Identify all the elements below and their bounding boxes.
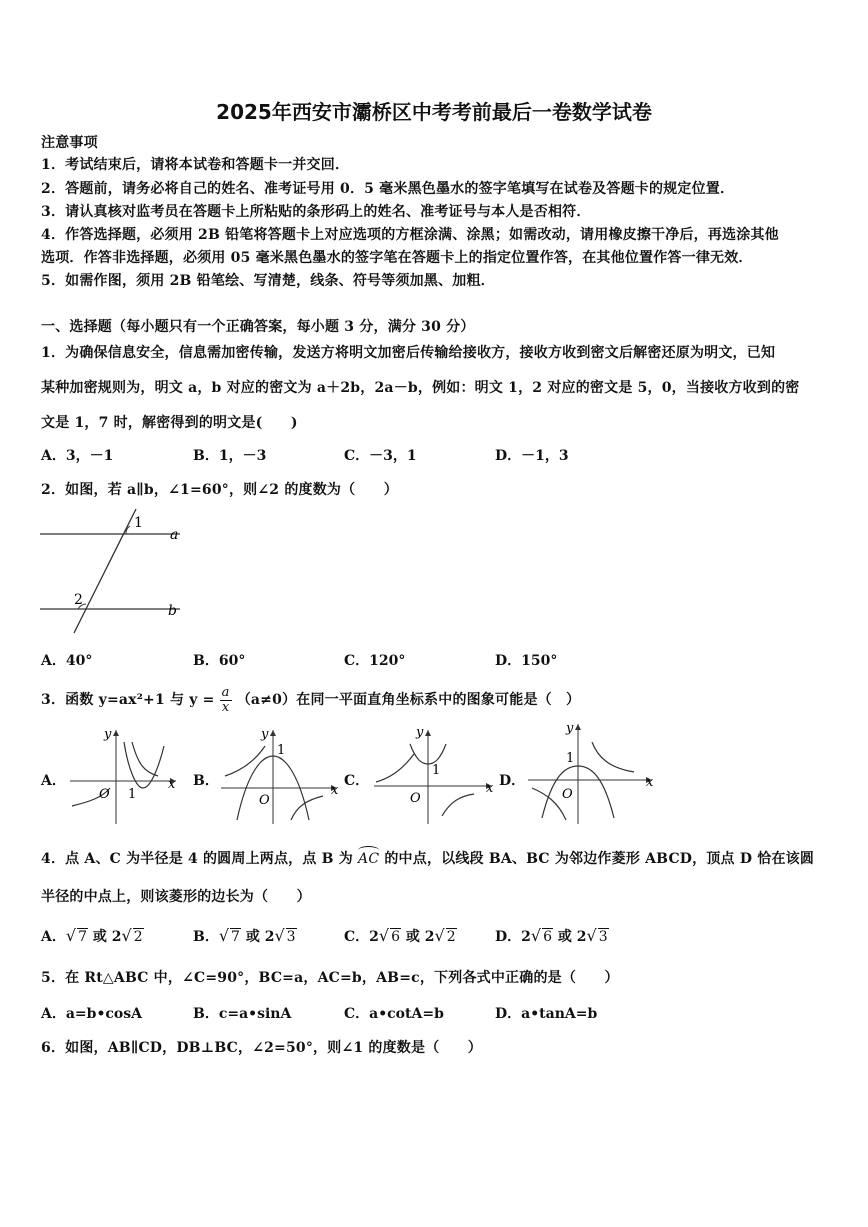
q1-option-b: B．1，－3 <box>193 448 267 464</box>
notice-item: 1．考试结束后，请将本试卷和答题卡一并交回． <box>41 157 350 173</box>
q4-stem-line2: 半径的中点上，则该菱形的边长为（ ） <box>41 889 311 905</box>
q1-option-a: A．3，－1 <box>41 448 114 464</box>
q1-stem-line: 1．为确保信息安全，信息需加密传输，发送方将明文加密后传输给接收方，接收方收到密文后解密还原为明文，已知 <box>41 345 776 361</box>
radicand: 2 <box>446 929 456 945</box>
q1-option-c: C．－3，1 <box>344 448 417 464</box>
y-axis-label: y <box>261 727 269 742</box>
radicand: 2 <box>133 929 143 945</box>
x-axis-label: x <box>486 781 494 796</box>
q3-stem-pre: 3．函数 y=ax²+1 与 y = <box>41 692 215 708</box>
option-mid-text: 或 2 <box>88 929 122 945</box>
q4-option-d: D．2√ 6 或 2√ 3 <box>495 926 608 945</box>
y-axis-label: y <box>566 721 574 736</box>
q4-stem-line1 <box>41 848 814 868</box>
q3-graph-b <box>217 724 347 828</box>
tick-one-label: 1 <box>566 751 575 766</box>
y-axis-label: y <box>416 725 424 740</box>
option-letter: B． <box>193 929 219 945</box>
q5-stem: 5．在 Rt△ABC 中，∠C=90°，BC=a，AC=b，AB=c，下列各式中正确的是（ ） <box>41 970 619 986</box>
q1-option-d: D．－1，3 <box>495 448 569 464</box>
q3-graph-a <box>66 724 186 828</box>
notice-item: 5．如需作图，须用 2B 铅笔绘、写清楚，线条、符号等须加黑、加粗． <box>41 273 495 289</box>
q3-option-d: D． <box>499 773 526 789</box>
q1-stem-line: 某种加密规则为，明文 a，b 对应的密文为 a＋2b，2a－b，例如：明文 1，2 对应的密文是 5，0，当接收方收到的密 <box>41 380 800 396</box>
section-heading: 一、选择题（每小题只有一个正确答案，每小题 3 分，满分 30 分） <box>41 319 475 335</box>
origin-label: O <box>562 787 573 802</box>
arc-ac-symbol: AC <box>358 848 379 867</box>
line-b-label: b <box>168 603 177 619</box>
angle1-label: 1 <box>134 515 143 531</box>
y-axis-label: y <box>104 727 112 742</box>
radicand: 3 <box>286 929 296 945</box>
q3-option-c: C． <box>344 773 370 789</box>
q6-stem: 6．如图，AB∥CD，DB⊥BC，∠2=50°，则∠1 的度数是（ ） <box>41 1040 483 1056</box>
radicand: 7 <box>78 929 87 945</box>
option-letter: C．2 <box>344 929 379 945</box>
fraction <box>220 686 232 715</box>
transversal-line <box>74 509 136 633</box>
option-mid-text: 或 2 <box>401 929 435 945</box>
q5-option-d: D．a•tanA=b <box>495 1006 598 1022</box>
q5-option-c: C．a•cotA=b <box>344 1006 444 1022</box>
fraction-numerator: a <box>221 684 230 700</box>
notice-item: 2．答题前，请务必将自己的姓名、准考证号用 0．5 毫米黑色墨水的签字笔填写在试卷及答题卡的规定位置． <box>41 181 735 197</box>
notice-item: 4．作答选择题，必须用 2B 铅笔将答题卡上对应选项的方框涂满、涂黑；如需改动，请用橡皮擦干净后，再选涂其他 <box>41 227 779 243</box>
radicand: 7 <box>231 929 240 945</box>
q2-option-d: D．150° <box>495 653 558 669</box>
q2-parallel-lines-figure <box>38 505 188 635</box>
line-a-label: a <box>170 527 179 543</box>
radicand: 3 <box>598 929 608 945</box>
q3-stem-post: （a≠0）在同一平面直角坐标系中的图象可能是（ ） <box>236 692 581 708</box>
q3-option-a: A． <box>41 773 66 789</box>
q4-stem-pre: 4．点 A、C 为半径是 4 的圆周上两点，点 B 为 <box>41 851 353 867</box>
x-axis-label: x <box>331 783 339 798</box>
notice-item: 3．请认真核对监考员在答题卡上所粘贴的条形码上的姓名、准考证号与本人是否相符． <box>41 204 591 220</box>
x-axis-label: x <box>168 777 176 792</box>
option-letter: A． <box>41 929 66 945</box>
tick-one-label: 1 <box>128 787 137 802</box>
radicand: 6 <box>543 929 553 945</box>
origin-label: O <box>259 793 270 808</box>
tick-one-label: 1 <box>277 743 286 758</box>
exam-title: 2025年西安市灞桥区中考考前最后一卷数学试卷 <box>216 100 652 124</box>
angle2-label: 2 <box>74 592 83 608</box>
q2-option-c: C．120° <box>344 653 406 669</box>
q4-option-b: B．√ 7 或 2√ 3 <box>193 926 296 945</box>
tick-one-label: 1 <box>432 763 441 778</box>
radicand: 6 <box>391 929 401 945</box>
option-letter: D．2 <box>495 929 531 945</box>
q5-option-b: B．c=a•sinA <box>193 1006 292 1022</box>
q4-option-c: C．2√ 6 或 2√ 2 <box>344 926 456 945</box>
origin-label: O <box>410 791 421 806</box>
q3-graph-c <box>370 724 500 828</box>
q2-option-a: A．40° <box>41 653 93 669</box>
q1-stem-line: 文是 1，7 时，解密得到的明文是( ) <box>41 415 298 431</box>
origin-label: O <box>99 787 110 802</box>
notice-heading: 注意事项 <box>41 135 98 151</box>
fraction-denominator: x <box>221 699 230 715</box>
q4-option-a: A．√ 7 或 2√ 2 <box>41 926 143 945</box>
q2-option-b: B．60° <box>193 653 246 669</box>
q5-option-a: A．a=b•cosA <box>41 1006 143 1022</box>
x-axis-label: x <box>646 775 654 790</box>
option-mid-text: 或 2 <box>240 929 275 945</box>
q3-stem <box>41 682 580 718</box>
q3-graph-d <box>524 718 660 828</box>
q3-option-b: B． <box>193 773 219 789</box>
q2-stem: 2．如图，若 a∥b，∠1=60°，则∠2 的度数为（ ） <box>41 482 398 498</box>
q4-stem-post: 的中点，以线段 BA、BC 为邻边作菱形 ABCD，顶点 D 恰在该圆 <box>384 851 815 867</box>
notice-item: 选项．作答非选择题，必须用 05 毫米黑色墨水的签字笔在答题卡上的指定位置作答，在其他位置作答一律无效． <box>41 250 753 266</box>
option-mid-text: 或 2 <box>553 929 587 945</box>
